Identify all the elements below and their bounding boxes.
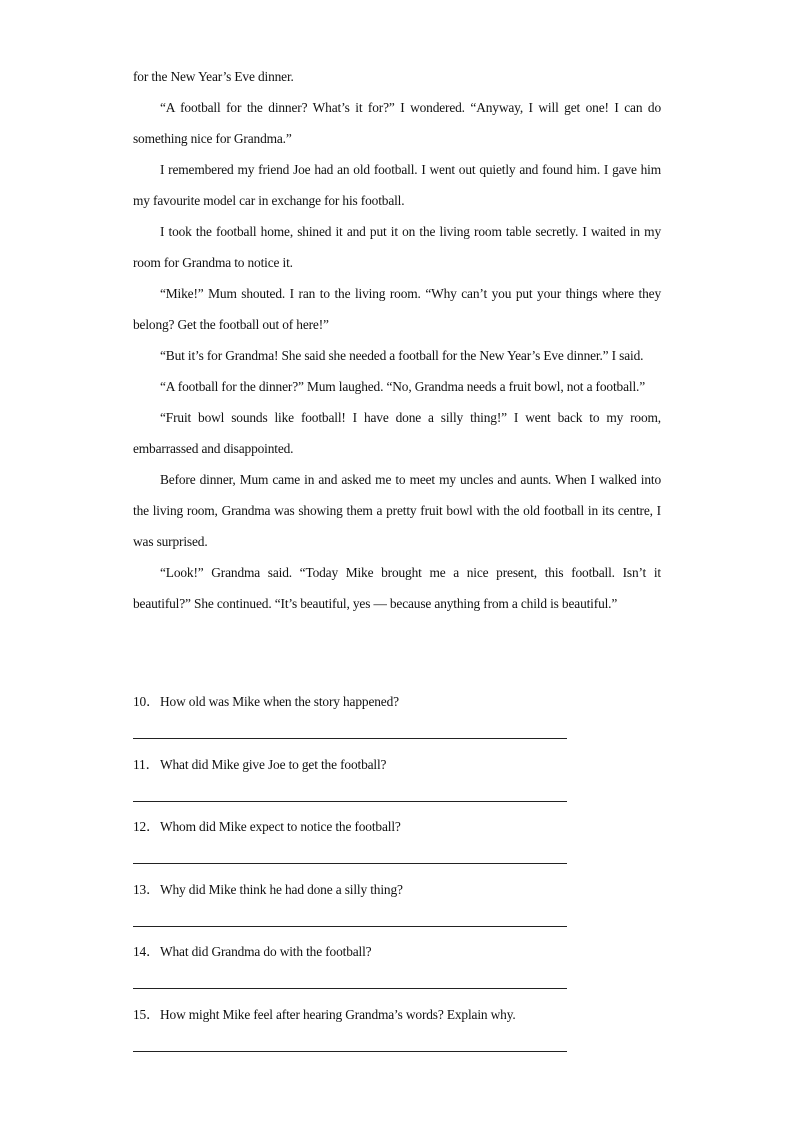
answer-line[interactable] — [133, 863, 567, 864]
story-paragraph: “Look!” Grandma said. “Today Mike brought me a nice present, this football. Isn’t it beautiful?” She continued. “It’s beautiful, yes — because anything from a child is beautiful.” — [133, 565, 661, 611]
answer-line[interactable] — [133, 801, 567, 802]
question-number: 15． — [133, 1006, 160, 1022]
story-paragraph: “Fruit bowl sounds like football! I have done a silly thing!” I went back to my room, embarrassed and disappointed. — [133, 410, 661, 456]
question-item — [133, 874, 661, 937]
question-prompt: How old was Mike when the story happened? — [160, 694, 399, 709]
question-text — [133, 749, 386, 780]
answer-line[interactable] — [133, 926, 567, 927]
question-number: 10． — [133, 694, 160, 709]
question-item — [133, 811, 661, 874]
story-paragraph: for the New Year’s Eve dinner. — [133, 69, 294, 84]
answer-line[interactable] — [133, 1051, 567, 1052]
question-item — [133, 686, 661, 749]
question-text — [133, 936, 371, 967]
story-paragraph: I took the football home, shined it and put it on the living room table secretly. I waited in my room for Grandma to notice it. — [133, 224, 661, 270]
question-text — [133, 874, 403, 905]
question-prompt: What did Grandma do with the football? — [160, 944, 372, 959]
question-number: 13． — [133, 881, 160, 897]
answer-line[interactable] — [133, 988, 567, 989]
story-paragraph: “But it’s for Grandma! She said she needed a football for the New Year’s Eve dinner.” I said. — [160, 348, 644, 363]
question-prompt: What did Mike give Joe to get the football? — [160, 756, 387, 772]
story-paragraph: “A football for the dinner? What’s it for?” I wondered. “Anyway, I will get one! I can do something nice for Grandma.” — [133, 100, 661, 146]
story-paragraph: “Mike!” Mum shouted. I ran to the living room. “Why can’t you put your things where they belong? Get the football out of here!” — [133, 286, 661, 332]
story-paragraph: I remembered my friend Joe had an old football. I went out quietly and found him. I gave him my favourite model car in exchange for his football. — [133, 162, 661, 208]
question-item — [133, 999, 661, 1062]
question-text — [133, 999, 516, 1030]
question-number: 14． — [133, 944, 160, 959]
story-passage — [133, 61, 661, 619]
answer-line[interactable] — [133, 738, 567, 739]
question-list — [133, 686, 661, 1061]
question-item — [133, 749, 661, 812]
question-number: 12． — [133, 819, 160, 834]
question-text — [133, 686, 399, 717]
story-paragraph: “A football for the dinner?” Mum laughed. “No, Grandma needs a fruit bowl, not a football.” — [160, 379, 646, 394]
question-number: 11． — [133, 756, 159, 772]
question-item — [133, 936, 661, 999]
question-prompt: How might Mike feel after hearing Grandma’s words? Explain why. — [160, 1006, 516, 1022]
question-text — [133, 811, 401, 842]
story-paragraph: Before dinner, Mum came in and asked me to meet my uncles and aunts. When I walked into the living room, Grandma was showing them a pretty fruit bowl with the old football in its centre, I was surprised. — [133, 472, 661, 549]
question-prompt: Why did Mike think he had done a silly thing? — [160, 881, 403, 897]
question-prompt: Whom did Mike expect to notice the football? — [160, 819, 401, 834]
